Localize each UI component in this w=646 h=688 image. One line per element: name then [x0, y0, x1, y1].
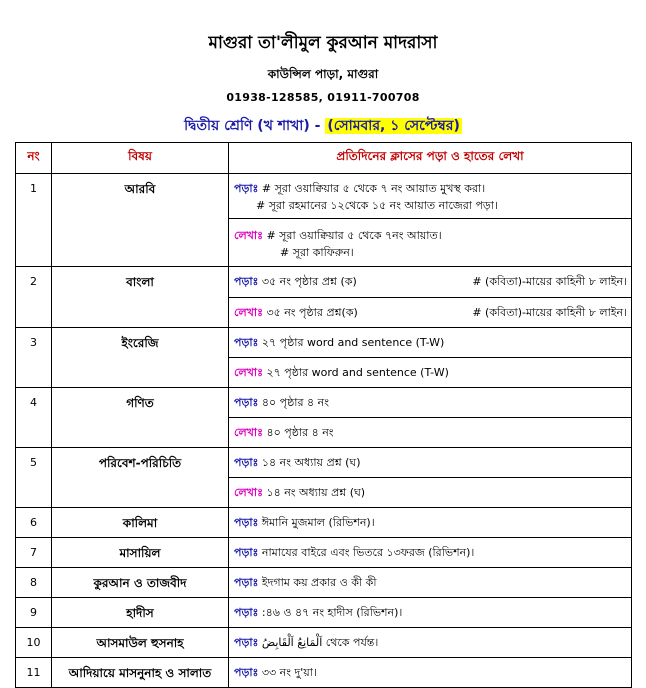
routine-table: [15, 142, 632, 688]
row-subject: আদিয়ায়ে মাসনুনাহ ও সালাত: [68, 666, 212, 680]
write-label: লেখাঃ: [234, 426, 263, 439]
table-row: [16, 267, 632, 298]
row-no: 5: [30, 456, 37, 469]
write-text-2: # সূরা কাফিরুন।: [280, 246, 354, 259]
read-text: ২৭ পৃষ্ঠার word and sentence (T-W): [261, 336, 445, 349]
class-label: দ্বিতীয় শ্রেণি (খ শাখা) -: [184, 118, 321, 134]
read-cell: [229, 174, 632, 219]
write-text: # সূরা ওয়াক্বিয়ার ৫ থেকে ৭নং আয়াত।: [266, 229, 442, 242]
write-label: লেখাঃ: [234, 306, 263, 319]
table-row: [16, 538, 632, 568]
read-text: # সূরা ওয়াক্বিয়ার ৫ থেকে ৭ নং আয়াত মুখস্থ করা।: [261, 182, 486, 195]
read-text: ৩৩ নং দু'য়া।: [261, 666, 317, 679]
read-label: পড়াঃ: [234, 275, 259, 288]
row-subject: কুরআন ও তাজবীদ: [93, 576, 187, 590]
header-no: নং: [16, 143, 52, 174]
class-day-heading: [0, 114, 646, 138]
row-no: 6: [30, 516, 37, 529]
table-row: [16, 628, 632, 658]
read-text: ১৪ নং অধ্যায় প্রশ্ন (ঘ): [261, 456, 361, 469]
read-label: পড়াঃ: [234, 576, 259, 589]
row-no: 2: [30, 275, 37, 288]
row-no: 4: [30, 396, 37, 409]
table-row: [16, 658, 632, 688]
read-text: ঈমানি মুজমাল (রিভিশন)।: [261, 516, 375, 529]
table-row: [16, 388, 632, 418]
write-cell: [229, 358, 632, 388]
row-subject: গণিত: [126, 396, 154, 410]
school-name: মাগুরা তা'লীমুল কুরআন মাদরাসা: [208, 33, 438, 53]
read-label: পড়াঃ: [234, 606, 259, 619]
write-cell: [229, 478, 632, 508]
read-label: পড়াঃ: [234, 396, 259, 409]
read-cell: [229, 568, 632, 598]
write-cell: [229, 418, 632, 448]
write-label: লেখাঃ: [234, 486, 263, 499]
table-row: [16, 328, 632, 358]
table-row: [16, 508, 632, 538]
read-label: পড়াঃ: [234, 336, 259, 349]
read-cell: [229, 388, 632, 418]
read-label: পড়াঃ: [234, 666, 259, 679]
read-label: পড়াঃ: [234, 546, 259, 559]
row-no: 1: [30, 182, 37, 195]
read-cell: [229, 628, 632, 658]
read-text-right: # (কবিতা)-মায়ের কাহিনী ৮ লাইন।: [472, 275, 627, 288]
read-text: اَلْمَانِعُ اَلْقَابِضُ থেকে পর্যন্ত।: [261, 636, 379, 649]
read-text: ৩৫ নং পৃষ্ঠার প্রশ্ন (ক): [261, 275, 357, 288]
read-cell: [229, 328, 632, 358]
row-subject: আরবি: [124, 182, 156, 196]
write-label: লেখাঃ: [234, 366, 263, 379]
header-task: প্রতিদিনের ক্লাসের পড়া ও হাতের লেখা: [229, 143, 632, 174]
read-text: ইদগাম কয় প্রকার ও কী কী: [261, 576, 377, 589]
row-no: 3: [30, 336, 37, 349]
row-subject: ইংরেজি: [121, 336, 159, 350]
read-text-2: # সূরা রহমানের ১২থেকে ১৫ নং আয়াত নাজেরা পড়া।: [256, 199, 498, 212]
read-cell: [229, 448, 632, 478]
row-no: 10: [26, 636, 41, 649]
row-no: 11: [26, 666, 41, 679]
read-text: ৪০ পৃষ্ঠার ৪ নং: [261, 396, 329, 409]
table-row: [16, 568, 632, 598]
row-subject: পরিবেশ-পরিচিতি: [98, 456, 182, 470]
write-text: ৩৫ নং পৃষ্ঠার প্রশ্ন(ক): [266, 306, 358, 319]
school-address: কাউন্সিল পাড়া, মাগুরা: [267, 67, 379, 81]
table-row: [16, 448, 632, 478]
read-label: পড়াঃ: [234, 516, 259, 529]
write-cell: [229, 298, 632, 328]
read-cell: [229, 658, 632, 688]
write-text: ১৪ নং অধ্যায় প্রশ্ন (ঘ): [266, 486, 366, 499]
row-subject: বাংলা: [126, 275, 154, 289]
write-cell: [229, 219, 632, 267]
write-label: লেখাঃ: [234, 229, 263, 242]
read-text: :৪৬ ও ৪৭ নং হাদীস (রিভিশন)।: [261, 606, 403, 619]
read-label: পড়াঃ: [234, 456, 259, 469]
day-label: (সোমবার, ১ সেপ্টেম্বর): [327, 118, 460, 134]
read-cell: [229, 267, 632, 298]
row-subject: কালিমা: [122, 516, 158, 530]
table-row: [16, 598, 632, 628]
row-no: 7: [30, 546, 37, 559]
write-text: ৪০ পৃষ্ঠার ৪ নং: [266, 426, 334, 439]
read-cell: [229, 508, 632, 538]
write-text-right: # (কবিতা)-মায়ের কাহিনী ৮ লাইন।: [472, 306, 627, 319]
row-no: 9: [30, 606, 37, 619]
row-subject: হাদীস: [126, 606, 154, 620]
row-subject: মাসায়িল: [119, 546, 161, 560]
row-subject: আসমাউল হুসনাহ: [96, 636, 184, 650]
read-text: নামাযের বাইরে এবং ভিতরে ১৩ফরজ (রিভিশন)।: [261, 546, 475, 559]
read-label: পড়াঃ: [234, 182, 259, 195]
header-subject: বিষয়: [52, 143, 229, 174]
write-text: ২৭ পৃষ্ঠার word and sentence (T-W): [266, 366, 449, 379]
read-cell: [229, 598, 632, 628]
school-phones: 01938-128585, 01911-700708: [226, 91, 420, 104]
table-row: [16, 174, 632, 219]
read-cell: [229, 538, 632, 568]
table-header-row: [16, 143, 632, 174]
read-label: পড়াঃ: [234, 636, 259, 649]
row-no: 8: [30, 576, 37, 589]
